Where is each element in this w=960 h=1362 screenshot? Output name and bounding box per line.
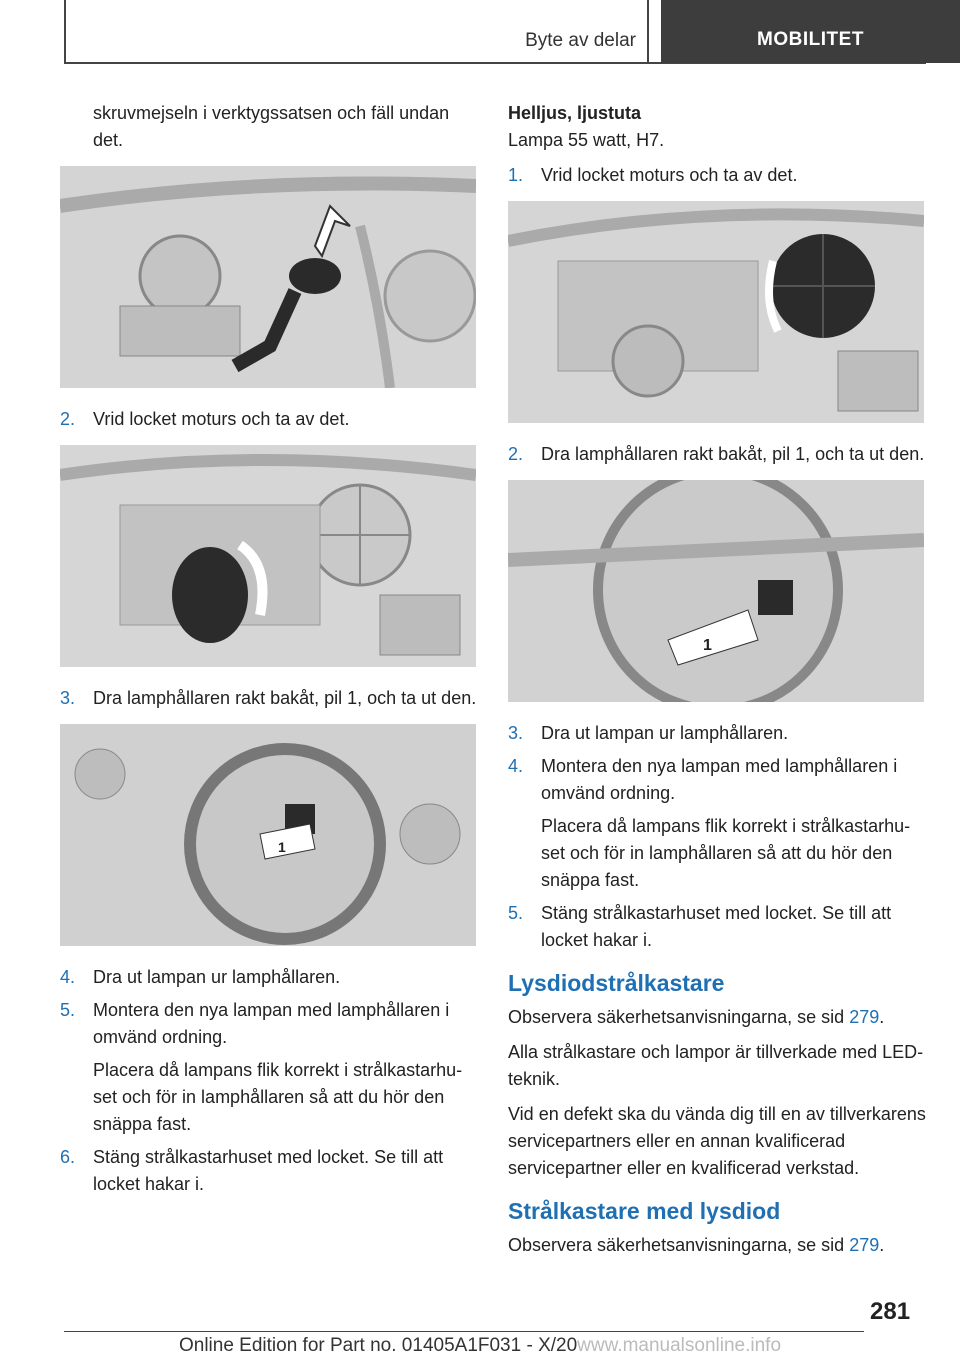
right-column xyxy=(508,100,928,1267)
intro-text: skruvmejseln i verktygssatsen och fäll undan det. xyxy=(93,103,450,150)
figure-highbeam-holder xyxy=(508,480,924,702)
step-number: 3. xyxy=(508,723,524,743)
step-number: 3. xyxy=(60,688,76,708)
step-number: 2. xyxy=(508,444,524,464)
left-column xyxy=(60,100,480,1204)
figure-headlight-cap xyxy=(60,445,476,667)
page-link-279[interactable]: 279 xyxy=(849,1007,880,1027)
svg-text:1: 1 xyxy=(703,637,712,654)
step-number: 1. xyxy=(508,165,524,185)
footer-rule xyxy=(64,1331,864,1332)
step-number: 4. xyxy=(508,756,524,776)
section-heading: Helljus, ljustuta xyxy=(508,103,642,123)
led-safety-note: Observera säkerhetsanvisningarna, se sid 279. xyxy=(508,1007,885,1027)
step-5 xyxy=(60,997,480,1051)
figure-engine-bay-hose xyxy=(60,166,476,388)
svg-text:1: 1 xyxy=(278,839,286,855)
step-1 xyxy=(508,162,928,189)
step-text: Montera den nya lampan med lamphållaren i omvänd ordning. xyxy=(541,756,898,803)
step-text: Vrid locket moturs och ta av det. xyxy=(93,409,350,429)
page-link-279[interactable]: 279 xyxy=(849,1235,880,1255)
step-text: Dra ut lampan ur lamphållaren. xyxy=(93,967,341,987)
header-section-title: Byte av delar xyxy=(525,30,636,51)
step-text: Dra ut lampan ur lamphållaren. xyxy=(541,723,789,743)
led2-section-title: Strålkastare med lysdiod xyxy=(508,1198,781,1224)
step-2 xyxy=(60,406,480,433)
step-4-right xyxy=(508,753,928,807)
lamp-spec: Lampa 55 watt, H7. xyxy=(508,130,665,150)
step-4 xyxy=(60,964,480,991)
safety-note-text: Observera säkerhetsanvisningarna, se sid xyxy=(508,1235,850,1255)
step-5-right xyxy=(508,900,928,954)
led-paragraph-2: Vid en defekt ska du vända dig till en av tillverkarens servicepartners eller en annan kvalificerad servicepartner eller en kvalificerad verkstad. xyxy=(508,1104,926,1178)
step-number: 5. xyxy=(508,903,524,923)
steps-group-c xyxy=(60,964,480,1198)
step-3-right xyxy=(508,720,928,747)
header-chapter-tab: MOBILITET xyxy=(661,0,960,63)
step-text: Dra lamphållaren rakt bakåt, pil 1, och ta ut den. xyxy=(93,688,477,708)
step-2-right xyxy=(508,441,928,468)
step-3 xyxy=(60,685,480,712)
step-6 xyxy=(60,1144,480,1198)
edition-text: Online Edition for Part no. 01405A1F031 - X/20 xyxy=(178,1335,578,1356)
step-number: 4. xyxy=(60,967,76,987)
steps-group-b xyxy=(60,685,480,712)
led-section-title: Lysdiodstrålkastare xyxy=(508,970,725,996)
step-text: Vrid locket moturs och ta av det. xyxy=(541,165,798,185)
led-paragraph-1: Alla strålkastare och lampor är tillverkade med LED-teknik. xyxy=(508,1042,924,1089)
safety-note-text: Observera säkerhetsanvisningarna, se sid xyxy=(508,1007,850,1027)
step-text: Stäng strålkastarhuset med locket. Se till att locket hakar i. xyxy=(93,1147,444,1194)
step-number: 6. xyxy=(60,1147,76,1167)
figure-lamp-holder xyxy=(60,724,476,946)
step-text: Dra lamphållaren rakt bakåt, pil 1, och ta ut den. xyxy=(541,444,925,464)
step-text: Stäng strålkastarhuset med locket. Se till att locket hakar i. xyxy=(541,903,892,950)
figure-highbeam-cap xyxy=(508,201,924,423)
step-4-note: Placera då lampans flik korrekt i strålkastarhuset och för in lamphållaren så att du hör den snäppa fast. xyxy=(541,816,911,890)
watermark: www.manualsonline.info xyxy=(577,1335,782,1356)
led2-safety-note: Observera säkerhetsanvisningarna, se sid 279. xyxy=(508,1235,885,1255)
step-number: 2. xyxy=(60,409,76,429)
step-text: Montera den nya lampan med lamphållaren i omvänd ordning. xyxy=(93,1000,450,1047)
footer-edition xyxy=(0,1335,960,1357)
page-number: 281 xyxy=(870,1298,911,1325)
step-5-note: Placera då lampans flik korrekt i strålkastarhuset och för in lamphållaren så att du hör den snäppa fast. xyxy=(93,1060,463,1134)
step-number: 5. xyxy=(60,1000,76,1020)
steps-group-a xyxy=(60,406,480,433)
